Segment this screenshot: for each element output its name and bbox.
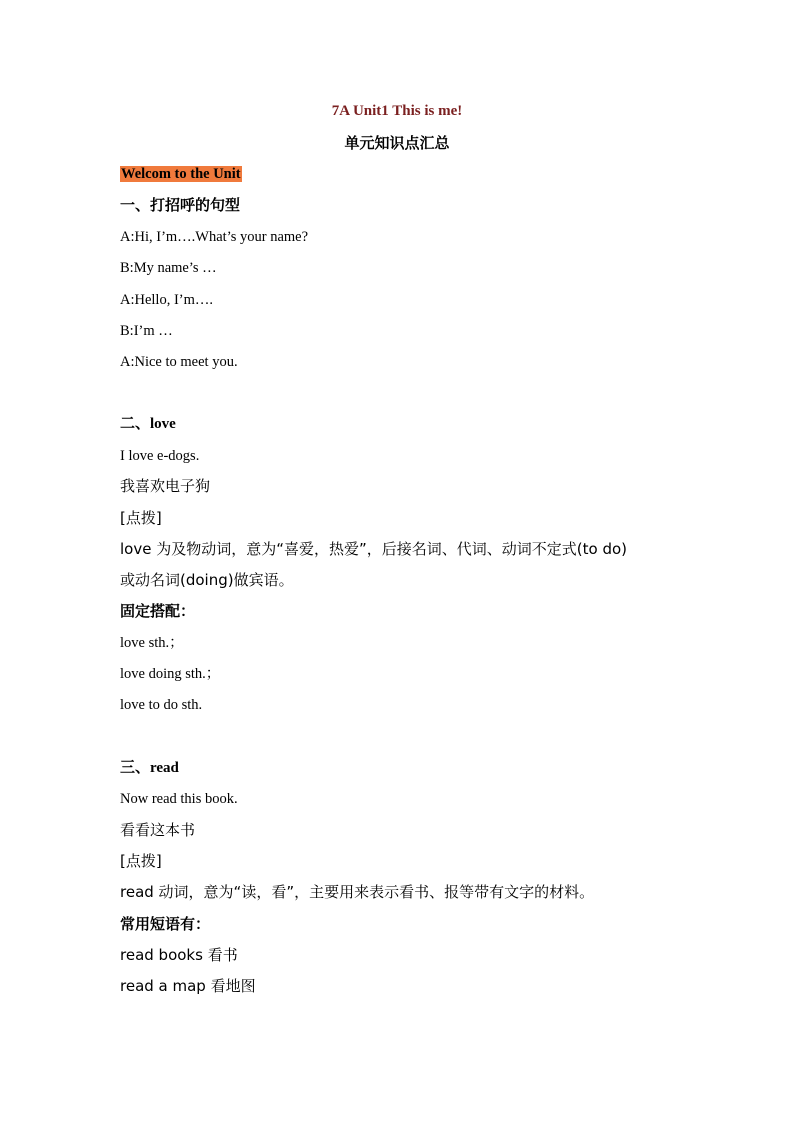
phrase-item: read books 看书	[120, 946, 238, 964]
dialogue-line: B:I’m …	[120, 323, 173, 339]
collocation-heading: 固定搭配：	[120, 602, 196, 620]
section2-heading: 二、love	[120, 416, 176, 432]
dialogue-line: B:My name’s …	[120, 260, 217, 276]
collocation-item: love sth.；	[120, 635, 184, 651]
dialogue-line: A:Hi, I’m….What’s your name?	[120, 229, 309, 245]
example-sentence-cn: 我喜欢电子狗	[120, 477, 211, 495]
phrase-item: read a map 看地图	[120, 977, 256, 995]
example-sentence-en: Now read this book.	[120, 791, 238, 807]
section1-heading: 一、打招呼的句型	[120, 196, 241, 214]
document-subtitle: 单元知识点汇总	[344, 134, 450, 152]
dialogue-line: A:Hello, I’m….	[120, 292, 214, 308]
tip-label: [点拨]	[120, 509, 162, 527]
unit-banner-label: Welcom to the Unit	[121, 166, 241, 182]
section3-heading: 三、read	[120, 760, 179, 776]
collocation-item: love doing sth.；	[120, 666, 221, 682]
dialogue-line: A:Nice to meet you.	[120, 354, 238, 370]
example-sentence-en: I love e-dogs.	[120, 448, 200, 464]
explanation-text: read 动词，意为“读，看”，主要用来表示看书、报等带有文字的材料。	[120, 883, 595, 901]
explanation-text: love 为及物动词，意为“喜爱，热爱”，后接名词、代词、动词不定式(to do)	[120, 540, 627, 558]
document-title: 7A Unit1 This is me!	[331, 103, 463, 119]
example-sentence-cn: 看看这本书	[120, 821, 196, 839]
phrases-heading: 常用短语有：	[120, 915, 211, 933]
collocation-item: love to do sth.	[120, 697, 203, 713]
unit-banner	[120, 164, 242, 184]
tip-label: [点拨]	[120, 852, 162, 870]
explanation-text: 或动名词(doing)做宾语。	[120, 571, 294, 589]
